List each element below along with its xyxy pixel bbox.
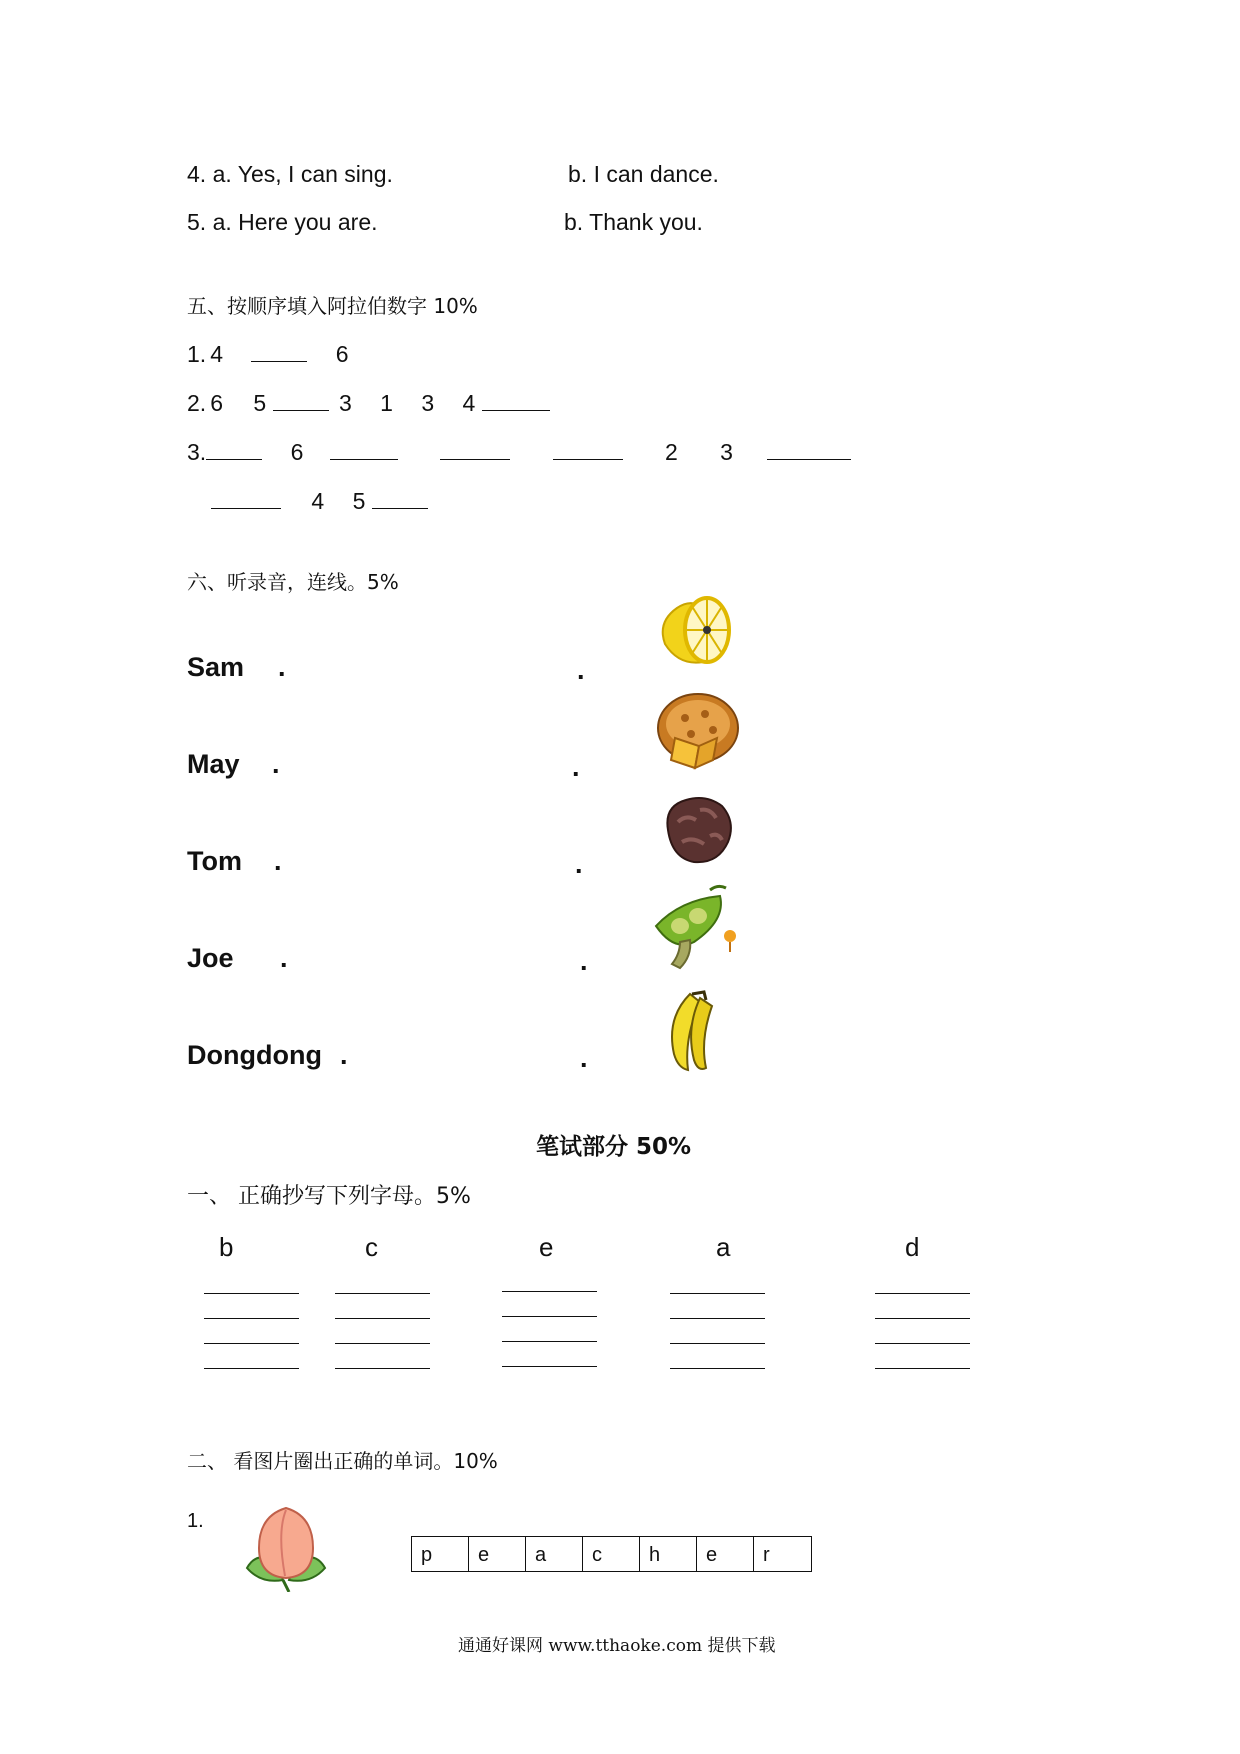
copy-letter: d [905, 1232, 920, 1262]
answer-blank[interactable] [211, 486, 281, 509]
question-4-option-b: b. I can dance. [568, 161, 719, 187]
letter-box[interactable]: e [469, 1537, 526, 1571]
number: 5 [352, 488, 366, 514]
match-dot-right[interactable]: . [577, 655, 585, 685]
number: 3 [338, 390, 352, 416]
match-dot-left[interactable]: . [274, 846, 282, 876]
match-dot-right[interactable]: . [580, 1043, 588, 1073]
letter-box[interactable]: h [640, 1537, 697, 1571]
match-dot-right[interactable]: . [572, 752, 580, 782]
mooncake-icon [655, 690, 741, 770]
number: 1 [380, 390, 393, 416]
question-number: 1. [187, 1510, 204, 1532]
part-2-title: 二、 看图片圈出正确的单词。10% [187, 1449, 498, 1473]
copy-letter: a [716, 1232, 731, 1262]
match-dot-right[interactable]: . [580, 946, 588, 976]
lemon-icon [655, 592, 737, 670]
question-5-option-b: b. Thank you. [564, 209, 703, 235]
match-dot-right[interactable]: . [575, 849, 583, 879]
answer-blank[interactable] [482, 388, 550, 411]
section-5-title: 五、按顺序填入阿拉伯数字 10% [187, 294, 478, 318]
footer-text: 通通好课网 www.tthaoke.com 提供下载 [458, 1636, 776, 1656]
bean-icon [650, 880, 742, 970]
number: 6 [210, 390, 223, 416]
number: 4 [311, 488, 325, 514]
sequence-3-continued [211, 486, 428, 515]
number: 6 [290, 439, 304, 465]
number: 3 [421, 390, 435, 416]
question-number: 3. [187, 439, 207, 465]
name-tom: Tom [187, 846, 242, 876]
answer-blank[interactable] [553, 437, 623, 460]
name-sam: Sam [187, 652, 245, 682]
copy-letter: e [539, 1232, 554, 1262]
question-4 [187, 161, 393, 188]
written-part-title: 笔试部分 50% [536, 1134, 692, 1160]
name-joe: Joe [187, 943, 234, 973]
part-1-title: 一、 正确抄写下列字母。5% [187, 1184, 471, 1209]
number: 3 [720, 439, 733, 465]
letter-box-row [411, 1536, 812, 1572]
match-dot-left[interactable]: . [278, 652, 286, 682]
ice-cream-icon [660, 792, 736, 866]
answer-blank[interactable] [372, 486, 428, 509]
answer-blank[interactable] [767, 437, 851, 460]
letter-box[interactable]: a [526, 1537, 583, 1571]
answer-blank[interactable] [330, 437, 398, 460]
question-number: 2. [187, 390, 207, 416]
letter-box[interactable]: c [583, 1537, 640, 1571]
sequence-2 [187, 388, 550, 417]
option-a: a. Yes, I can sing. [212, 161, 393, 187]
number: 4 [210, 341, 223, 367]
banana-icon [660, 988, 722, 1074]
question-number: 4. [187, 161, 207, 187]
name-may: May [187, 749, 240, 779]
number: 5 [253, 390, 267, 416]
option-a: a. Here you are. [212, 209, 378, 235]
match-dot-left[interactable]: . [280, 943, 288, 973]
sequence-3 [187, 437, 851, 466]
match-dot-left[interactable]: . [340, 1040, 348, 1070]
letter-box[interactable]: r [763, 1544, 770, 1566]
copy-letter: b [219, 1232, 234, 1262]
question-number: 1. [187, 341, 207, 367]
section-6-title: 六、听录音，连线。5% [187, 570, 399, 594]
peach-icon [243, 1502, 329, 1592]
answer-blank[interactable] [206, 437, 262, 460]
answer-blank[interactable] [273, 388, 329, 411]
answer-blank[interactable] [440, 437, 510, 460]
match-dot-left[interactable]: . [272, 749, 280, 779]
letter-box[interactable]: p [412, 1537, 469, 1571]
name-dongdong: Dongdong [187, 1040, 322, 1070]
number: 2 [664, 439, 678, 465]
copy-letter: c [365, 1232, 378, 1262]
sequence-1 [187, 339, 349, 368]
number: 4 [462, 390, 476, 416]
question-5 [187, 209, 378, 236]
answer-blank[interactable] [251, 339, 307, 362]
number: 6 [335, 341, 349, 367]
question-number: 5. [187, 209, 207, 235]
letter-box[interactable]: e [697, 1537, 754, 1571]
